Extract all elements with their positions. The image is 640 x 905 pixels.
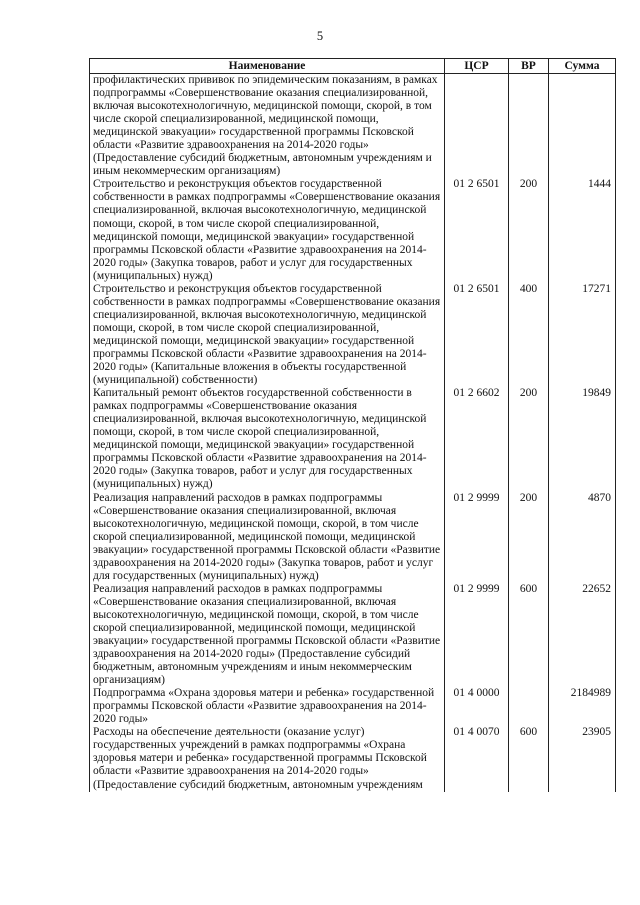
row-csr: 01 2 6501 xyxy=(445,283,509,387)
row-sum: 2184989 xyxy=(549,687,616,726)
table-row xyxy=(90,726,616,791)
table-row xyxy=(90,74,616,179)
table-row xyxy=(90,687,616,726)
row-csr: 01 2 6501 xyxy=(445,178,509,282)
row-sum: 19849 xyxy=(549,387,616,491)
row-sum: 22652 xyxy=(549,583,616,687)
row-sum xyxy=(549,74,616,179)
row-name: Реализация направлений расходов в рамках подпрограммы «Совершенствование оказания специализированной, включая высокотехнологичную, медицинской помощи, скорой, в том числе скорой специализированной, медицинской помощи, медицинской эвакуации» государственной программы Псковской области «Развитие здравоохранения на 2014-2020 годы» (Предоставление субсидий бюджетным, автономным учреждениям и иным некоммерческим организациям) xyxy=(90,583,445,687)
row-vr xyxy=(509,74,549,179)
header-sum: Сумма xyxy=(549,59,616,74)
row-csr: 01 4 0070 xyxy=(445,726,509,791)
row-name: Капитальный ремонт объектов государственной собственности в рамках подпрограммы «Совершенствование оказания специализированной, включая высокотехнологичную, медицинской помощи, скорой, в том числе скорой специализированной, медицинской помощи, медицинской эвакуации» государственной программы Псковской области «Развитие здравоохранения на 2014-2020 годы» (Закупка товаров, работ и услуг для государственных (муниципальных) нужд) xyxy=(90,387,445,491)
table-header-row xyxy=(90,59,616,74)
row-csr: 01 2 6602 xyxy=(445,387,509,491)
row-vr: 400 xyxy=(509,283,549,387)
row-vr: 200 xyxy=(509,178,549,282)
row-sum: 1444 xyxy=(549,178,616,282)
table-row xyxy=(90,583,616,687)
row-name: Расходы на обеспечение деятельности (оказание услуг) государственных учреждений в рамках подпрограммы «Охрана здоровья матери и ребенка» государственной программы Псковской области «Развитие здравоохранения на 2014-2020 годы» (Предоставление субсидий бюджетным, автономным учреждениям xyxy=(90,726,445,791)
row-vr: 600 xyxy=(509,726,549,791)
row-vr: 200 xyxy=(509,387,549,491)
header-csr: ЦСР xyxy=(445,59,509,74)
header-name: Наименование xyxy=(90,59,445,74)
table-row xyxy=(90,387,616,491)
row-vr xyxy=(509,687,549,726)
row-csr: 01 2 9999 xyxy=(445,583,509,687)
table-row xyxy=(90,492,616,583)
row-csr: 01 2 9999 xyxy=(445,492,509,583)
budget-table xyxy=(89,58,616,792)
row-name: Реализация направлений расходов в рамках подпрограммы «Совершенствование оказания специализированной, включая высокотехнологичную, медицинской помощи, скорой, в том числе скорой специализированной, медицинской помощи, медицинской эвакуации» государственной программы Псковской области «Развитие здравоохранения на 2014-2020 годы» (Закупка товаров, работ и услуг для государственных (муниципальных) нужд) xyxy=(90,492,445,583)
row-sum: 23905 xyxy=(549,726,616,791)
row-sum: 4870 xyxy=(549,492,616,583)
row-sum: 17271 xyxy=(549,283,616,387)
row-name: Подпрограмма «Охрана здоровья матери и ребенка» государственной программы Псковской области «Развитие здравоохранения на 2014-2020 годы» xyxy=(90,687,445,726)
row-name: профилактических прививок по эпидемическим показаниям, в рамках подпрограммы «Совершенствование оказания специализированной, включая высокотехнологичную, медицинской помощи, скорой, в том числе скорой специализированной, медицинской помощи, медицинской эвакуации» государственной программы Псковской области «Развитие здравоохранения на 2014-2020 годы» (Предоставление субсидий бюджетным, автономным учреждениям и иным некоммерческим организациям) xyxy=(90,74,445,179)
row-csr xyxy=(445,74,509,179)
row-vr: 200 xyxy=(509,492,549,583)
table-row xyxy=(90,178,616,282)
header-vr: ВР xyxy=(509,59,549,74)
table-row xyxy=(90,283,616,387)
page-number: 5 xyxy=(316,29,324,43)
row-csr: 01 4 0000 xyxy=(445,687,509,726)
row-name: Строительство и реконструкция объектов государственной собственности в рамках подпрограммы «Совершенствование оказания специализированной, включая высокотехнологичную, медицинской помощи, скорой, в том числе скорой специализированной, медицинской помощи, медицинской эвакуации» государственной программы Псковской области «Развитие здравоохранения на 2014-2020 годы» (Капитальные вложения в объекты государственной (муниципальной) собственности) xyxy=(90,283,445,387)
row-vr: 600 xyxy=(509,583,549,687)
row-name: Строительство и реконструкция объектов государственной собственности в рамках подпрограммы «Совершенствование оказания специализированной, включая высокотехнологичную, медицинской помощи, скорой, в том числе скорой специализированной, медицинской помощи, медицинской эвакуации» государственной программы Псковской области «Развитие здравоохранения на 2014-2020 годы» (Закупка товаров, работ и услуг для государственных (муниципальных) нужд) xyxy=(90,178,445,282)
